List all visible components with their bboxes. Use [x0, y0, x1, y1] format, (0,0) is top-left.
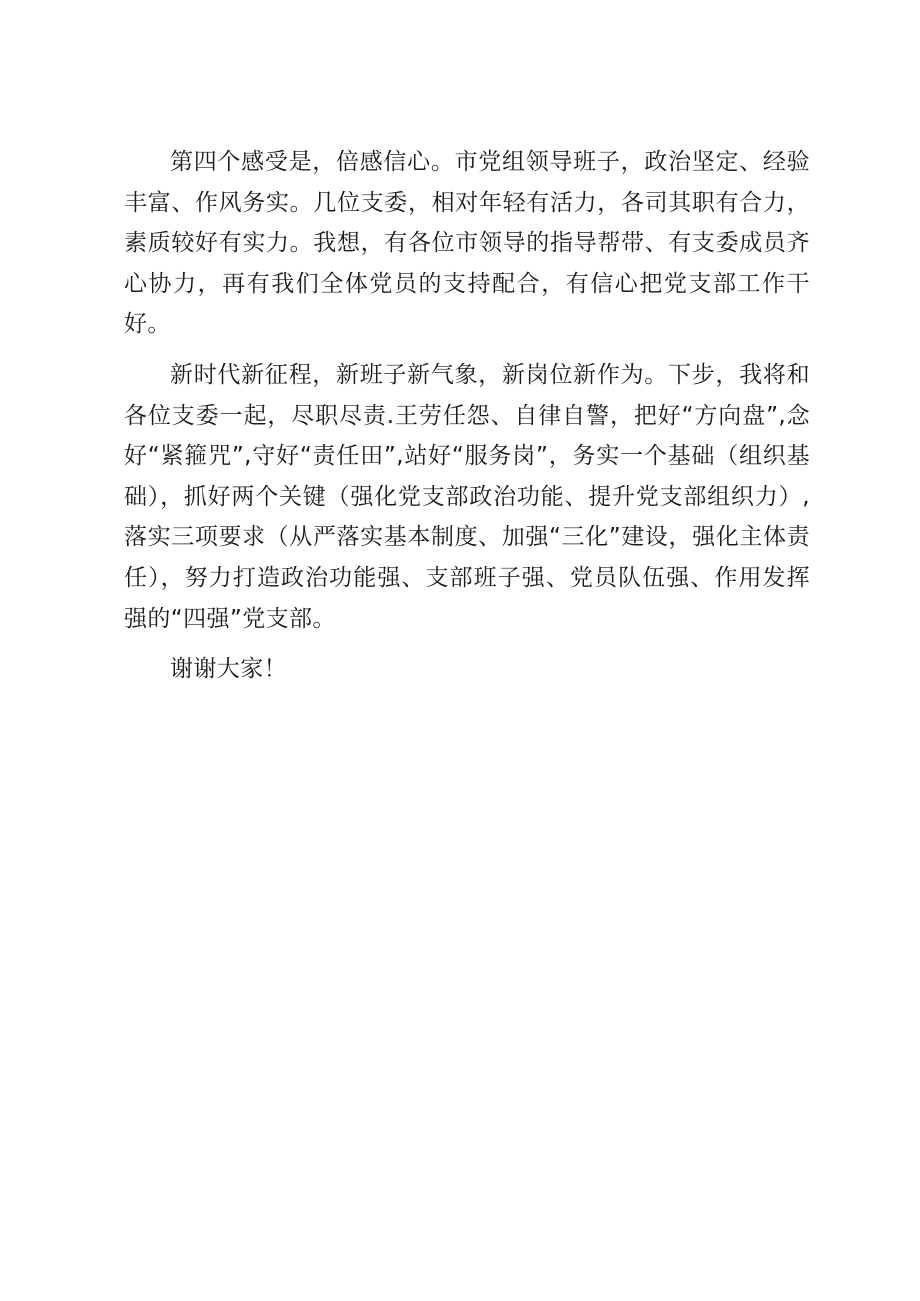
paragraph-thanks: 谢谢大家！ [170, 656, 287, 683]
document-body [124, 142, 810, 690]
paragraph-plan: 新时代新征程，新班子新气象，新岗位新作为。下步，我将和各位支委一起，尽职尽责.王劳任怨、自律自警，把好“方向盘”,念好“紧箍咒”,守好“责任田”,站好“服务岗”，务实一个基础（组织基础），抓好两个关键（强化党支部政治功能、提升党支部组织力）,落实三项要求（从严落实基本制度、加强“三化”建设，强化主体责任），努力打造政治功能强、支部班子强、党员队伍强、作用发挥强的“四强”党支部。 [124, 361, 810, 632]
paragraph-confidence: 第四个感受是，倍感信心。市党组领导班子，政治坚定、经验丰富、作风务实。几位支委，相对年轻有活力，各司其职有合力，素质较好有实力。我想，有各位市领导的指导帮带、有支委成员齐心协力，再有我们全体党员的支持配合，有信心把党支部工作干好。 [124, 149, 810, 338]
